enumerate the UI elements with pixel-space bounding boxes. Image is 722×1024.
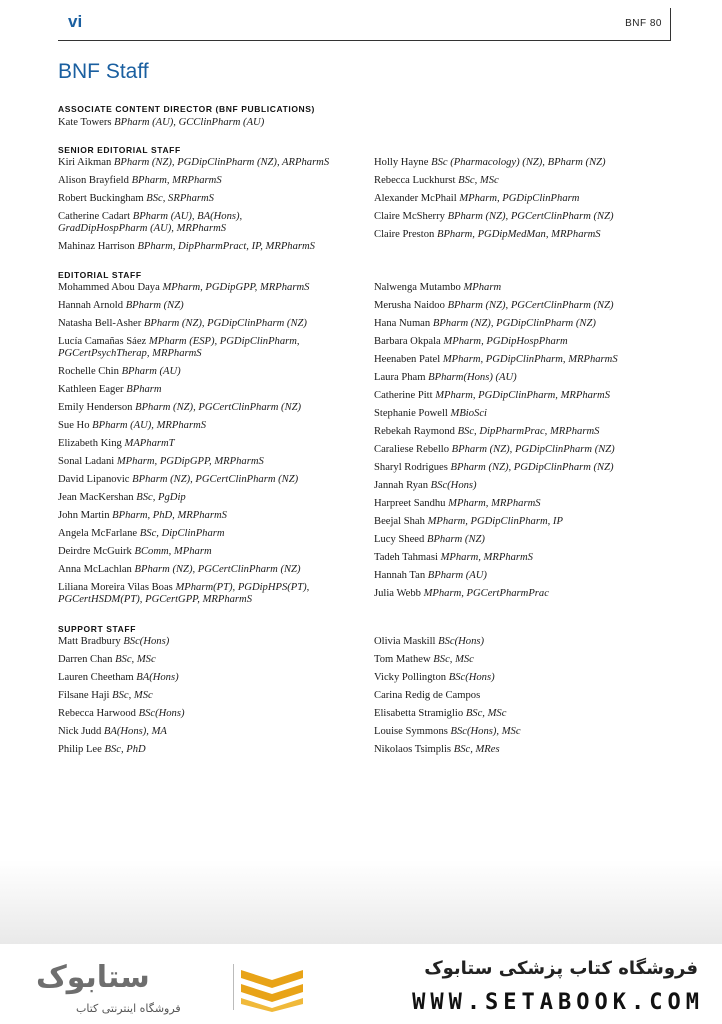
staff-qualifications: MPharm, PGDipHospPharm xyxy=(443,336,568,347)
staff-entry xyxy=(58,402,309,414)
staff-entry xyxy=(374,229,614,241)
staff-entry xyxy=(58,336,309,360)
staff-qualifications-cont: GradDipHospPharm (AU), MRPharmS xyxy=(58,223,227,234)
staff-name: Stephanie Powell xyxy=(374,408,448,419)
staff-qualifications: BA(Hons) xyxy=(136,672,179,683)
staff-qualifications: BPharm (AU), GCClinPharm (AU) xyxy=(114,117,265,128)
staff-entry xyxy=(374,157,614,169)
staff-name: Caraliese Rebello xyxy=(374,444,450,455)
staff-qualifications: BPharm (AU), MRPharmS xyxy=(92,420,207,431)
staff-entry xyxy=(58,318,309,330)
staff-name: Hannah Tan xyxy=(374,570,426,581)
staff-name: Nick Judd xyxy=(58,726,102,737)
staff-qualifications: BPharm (AU), BA(Hons), xyxy=(132,211,243,222)
staff-name: Rebecca Harwood xyxy=(58,708,136,719)
staff-entry xyxy=(58,117,264,129)
staff-qualifications: MPharm, PGDipClinPharm, IP xyxy=(427,516,563,527)
staff-qualifications: BSc, MSc xyxy=(433,654,474,665)
staff-entry xyxy=(374,570,618,582)
staff-name: Julia Webb xyxy=(374,588,421,599)
staff-entry xyxy=(374,390,618,402)
staff-entry xyxy=(374,636,521,648)
staff-name: Heenaben Patel xyxy=(374,354,441,365)
staff-name: Hana Numan xyxy=(374,318,431,329)
staff-entry xyxy=(58,175,329,187)
staff-qualifications: BPharm (NZ), PGDipClinPharm (NZ), ARPharmS xyxy=(113,157,330,168)
staff-qualifications: BPharm (NZ), PGDipClinPharm (NZ) xyxy=(143,318,307,329)
staff-qualifications: BPharm (NZ), PGCertClinPharm (NZ) xyxy=(132,474,299,485)
staff-name: Claire Preston xyxy=(374,229,435,240)
staff-entry xyxy=(58,241,329,253)
staff-qualifications: BPharm (AU) xyxy=(121,366,181,377)
staff-entry xyxy=(58,474,309,486)
staff-name: Holly Hayne xyxy=(374,157,429,168)
staff-qualifications-cont: PGCertPsychTherap, MRPharmS xyxy=(58,348,202,359)
support-column-right xyxy=(374,636,521,762)
page-header xyxy=(58,8,671,41)
staff-name: Philip Lee xyxy=(58,744,102,755)
staff-qualifications: BPharm, DipPharmPract, IP, MRPharmS xyxy=(137,241,315,252)
staff-name: Catherine Pitt xyxy=(374,390,433,401)
staff-entry xyxy=(374,498,618,510)
staff-entry xyxy=(58,384,309,396)
staff-entry xyxy=(374,744,521,756)
staff-qualifications: BSc, MSc xyxy=(115,654,156,665)
staff-name: Tom Mathew xyxy=(374,654,431,665)
staff-qualifications: MPharm xyxy=(463,282,502,293)
staff-name: Filsane Haji xyxy=(58,690,110,701)
page-number: vi xyxy=(68,12,83,31)
staff-qualifications: BPharm, PhD, MRPharmS xyxy=(112,510,227,521)
staff-entry xyxy=(374,211,614,223)
staff-name: Vicky Pollington xyxy=(374,672,447,683)
staff-qualifications: BSc, PgDip xyxy=(136,492,186,503)
staff-name: Harpreet Sandhu xyxy=(374,498,446,509)
staff-qualifications: MPharm, PGDipClinPharm xyxy=(459,193,580,204)
staff-entry xyxy=(58,211,329,235)
staff-name: Elizabeth King xyxy=(58,438,122,449)
staff-qualifications: BSc, MSc xyxy=(112,690,153,701)
staff-name: Liliana Moreira Vilas Boas xyxy=(58,582,173,593)
staff-qualifications: BPharm xyxy=(126,384,162,395)
staff-entry xyxy=(374,708,521,720)
staff-name: Mahinaz Harrison xyxy=(58,241,135,252)
book-title: BNF 80 xyxy=(625,18,662,29)
staff-qualifications: BPharm (NZ), PGDipClinPharm (NZ) xyxy=(451,444,615,455)
staff-entry xyxy=(374,534,618,546)
staff-entry xyxy=(58,193,329,205)
staff-name: Sue Ho xyxy=(58,420,90,431)
staff-name: Kiri Aikman xyxy=(58,157,112,168)
shop-name: فروشگاه کتاب پزشکی ستابوک xyxy=(424,958,698,979)
staff-name: Jannah Ryan xyxy=(374,480,429,491)
staff-name: John Martin xyxy=(58,510,110,521)
staff-entry xyxy=(374,462,618,474)
staff-qualifications: BPharm (NZ) xyxy=(125,300,184,311)
staff-name: Lauren Cheetham xyxy=(58,672,134,683)
staff-qualifications-cont: PGCertHSDM(PT), PGCertGPP, MRPharmS xyxy=(58,594,253,605)
staff-entry xyxy=(58,582,309,606)
staff-qualifications: MPharm (ESP), PGDipClinPharm, xyxy=(148,336,300,347)
staff-name: Deirdre McGuirk xyxy=(58,546,132,557)
staff-qualifications: BSc(Hons) xyxy=(138,708,185,719)
staff-entry xyxy=(58,438,309,450)
staff-entry xyxy=(58,672,185,684)
staff-name: Rebekah Raymond xyxy=(374,426,455,437)
shop-url[interactable]: WWW.SETABOOK.COM xyxy=(412,990,704,1015)
staff-qualifications: BPharm, MRPharmS xyxy=(131,175,222,186)
staff-entry xyxy=(58,636,185,648)
staff-qualifications: BSc, MSc xyxy=(465,708,507,719)
logo-divider xyxy=(233,964,234,1010)
staff-entry xyxy=(374,408,618,420)
staff-name: Kate Towers xyxy=(58,117,112,128)
staff-entry xyxy=(374,318,618,330)
section-heading-associate: ASSOCIATE CONTENT DIRECTOR (BNF PUBLICATIONS) xyxy=(58,104,315,114)
staff-qualifications: BPharm (NZ), PGCertClinPharm (NZ) xyxy=(134,564,301,575)
staff-qualifications: BPharm (NZ) xyxy=(426,534,485,545)
staff-name: Elisabetta Stramiglio xyxy=(374,708,464,719)
staff-name: Anna McLachlan xyxy=(58,564,132,575)
section-heading-senior: SENIOR EDITORIAL STAFF xyxy=(58,145,181,155)
staff-qualifications: BPharm (NZ), PGDipClinPharm (NZ) xyxy=(432,318,596,329)
staff-qualifications: BA(Hons), MA xyxy=(103,726,167,737)
staff-entry xyxy=(374,354,618,366)
staff-name: Natasha Bell-Asher xyxy=(58,318,142,329)
staff-name: Olivia Maskill xyxy=(374,636,436,647)
staff-entry xyxy=(374,588,618,600)
staff-entry xyxy=(58,528,309,540)
staff-entry xyxy=(374,444,618,456)
senior-column-right xyxy=(374,157,614,247)
staff-name: Hannah Arnold xyxy=(58,300,124,311)
staff-name: Jean MacKershan xyxy=(58,492,134,503)
staff-entry xyxy=(58,654,185,666)
staff-qualifications: BPharm (NZ), PGCertClinPharm (NZ) xyxy=(447,300,614,311)
staff-qualifications: MPharm, PGDipClinPharm, MRPharmS xyxy=(442,354,618,365)
staff-name: Angela McFarlane xyxy=(58,528,138,539)
staff-qualifications: BSc, MSc xyxy=(458,175,499,186)
logo-subtitle: فروشگاه اینترنتی کتاب xyxy=(76,1002,181,1015)
page-title: BNF Staff xyxy=(58,60,149,83)
staff-qualifications: BSc(Hons), MSc xyxy=(450,726,521,737)
staff-qualifications: BSc, DipPharmPrac, MRPharmS xyxy=(457,426,600,437)
staff-entry xyxy=(58,420,309,432)
staff-qualifications: BSc(Hons) xyxy=(430,480,477,491)
staff-entry xyxy=(374,480,618,492)
staff-entry xyxy=(58,564,309,576)
staff-qualifications: BPharm (NZ), PGDipClinPharm (NZ) xyxy=(450,462,614,473)
staff-qualifications: MPharm, PGDipGPP, MRPharmS xyxy=(116,456,264,467)
staff-qualifications: BPharm (NZ), PGCertClinPharm (NZ) xyxy=(135,402,302,413)
staff-qualifications: BSc(Hons) xyxy=(123,636,170,647)
staff-qualifications: BPharm (NZ), PGCertClinPharm (NZ) xyxy=(447,211,614,222)
staff-qualifications: MPharm(PT), PGDipHPS(PT), xyxy=(175,582,310,593)
staff-entry xyxy=(374,672,521,684)
staff-qualifications: BSc, PhD xyxy=(104,744,146,755)
staff-qualifications: BSc(Hons) xyxy=(448,672,495,683)
staff-entry xyxy=(58,546,309,558)
support-column-left xyxy=(58,636,185,762)
staff-entry xyxy=(58,282,309,294)
staff-name: Rebecca Luckhurst xyxy=(374,175,456,186)
staff-qualifications: MAPharmT xyxy=(124,438,175,449)
staff-entry xyxy=(374,193,614,205)
staff-name: Alexander McPhail xyxy=(374,193,457,204)
staff-entry xyxy=(58,456,309,468)
staff-qualifications: BSc, DipClinPharm xyxy=(139,528,225,539)
staff-qualifications: MPharm, PGCertPharmPrac xyxy=(423,588,549,599)
staff-qualifications: BSc(Hons) xyxy=(438,636,485,647)
staff-name: Mohammed Abou Daya xyxy=(58,282,160,293)
staff-qualifications: BSc (Pharmacology) (NZ), BPharm (NZ) xyxy=(431,157,606,168)
staff-name: Barbara Okpala xyxy=(374,336,441,347)
staff-entry xyxy=(58,510,309,522)
staff-name: Louise Symmons xyxy=(374,726,448,737)
staff-qualifications: MPharm, MRPharmS xyxy=(448,498,541,509)
staff-entry xyxy=(58,726,185,738)
staff-entry xyxy=(374,282,618,294)
footer-fade xyxy=(0,860,722,944)
staff-name: Carina Redig de Campos xyxy=(374,690,481,701)
staff-name: Kathleen Eager xyxy=(58,384,124,395)
staff-entry xyxy=(58,708,185,720)
staff-entry xyxy=(58,690,185,702)
staff-qualifications: MPharm, MRPharmS xyxy=(440,552,533,563)
staff-name: Merusha Naidoo xyxy=(374,300,445,311)
staff-entry xyxy=(374,726,521,738)
staff-entry xyxy=(58,492,309,504)
staff-name: Catherine Cadart xyxy=(58,211,131,222)
staff-qualifications: BPharm, PGDipMedMan, MRPharmS xyxy=(436,229,601,240)
section-heading-editorial: EDITORIAL STAFF xyxy=(58,270,142,280)
staff-name: Nikolaos Tsimplis xyxy=(374,744,452,755)
staff-entry xyxy=(374,336,618,348)
staff-entry xyxy=(374,372,618,384)
staff-name: Rochelle Chin xyxy=(58,366,119,377)
staff-qualifications: MPharm, PGDipClinPharm, MRPharmS xyxy=(435,390,611,401)
staff-name: Tadeh Tahmasi xyxy=(374,552,438,563)
staff-name: Sonal Ladani xyxy=(58,456,115,467)
editorial-column-left xyxy=(58,282,309,612)
staff-qualifications: BComm, MPharm xyxy=(134,546,212,557)
book-stack-icon xyxy=(241,966,303,1012)
staff-entry xyxy=(374,654,521,666)
staff-qualifications: BSc, SRPharmS xyxy=(146,193,214,204)
staff-name: Claire McSherry xyxy=(374,211,445,222)
staff-name: Sharyl Rodrigues xyxy=(374,462,448,473)
staff-qualifications: BPharm (AU) xyxy=(427,570,487,581)
staff-name: Lucía Camañas Sáez xyxy=(58,336,147,347)
logo-text: ستابوک xyxy=(36,960,150,995)
staff-name: Emily Henderson xyxy=(58,402,133,413)
staff-entry xyxy=(58,366,309,378)
setabook-logo xyxy=(36,958,286,1018)
staff-qualifications: MPharm, PGDipGPP, MRPharmS xyxy=(162,282,310,293)
staff-name: Laura Pham xyxy=(374,372,426,383)
staff-entry xyxy=(374,175,614,187)
staff-entry xyxy=(374,300,618,312)
staff-name: Nalwenga Mutambo xyxy=(374,282,461,293)
staff-entry xyxy=(374,426,618,438)
associate-column-left xyxy=(58,117,264,135)
staff-name: David Lipanovic xyxy=(58,474,130,485)
staff-name: Beejal Shah xyxy=(374,516,425,527)
staff-name: Matt Bradbury xyxy=(58,636,121,647)
staff-entry xyxy=(374,516,618,528)
staff-qualifications: BPharm(Hons) (AU) xyxy=(428,372,517,383)
staff-name: Robert Buckingham xyxy=(58,193,144,204)
editorial-column-right xyxy=(374,282,618,606)
staff-entry xyxy=(58,300,309,312)
staff-entry xyxy=(374,552,618,564)
staff-name: Alison Brayfield xyxy=(58,175,129,186)
staff-entry xyxy=(58,157,329,169)
staff-qualifications: BSc, MRes xyxy=(453,744,500,755)
staff-name: Darren Chan xyxy=(58,654,113,665)
staff-name: Lucy Sheed xyxy=(374,534,425,545)
staff-entry xyxy=(374,690,521,702)
staff-qualifications: MBioSci xyxy=(450,408,487,419)
senior-column-left xyxy=(58,157,329,259)
staff-entry xyxy=(58,744,185,756)
section-heading-support: SUPPORT STAFF xyxy=(58,624,137,634)
